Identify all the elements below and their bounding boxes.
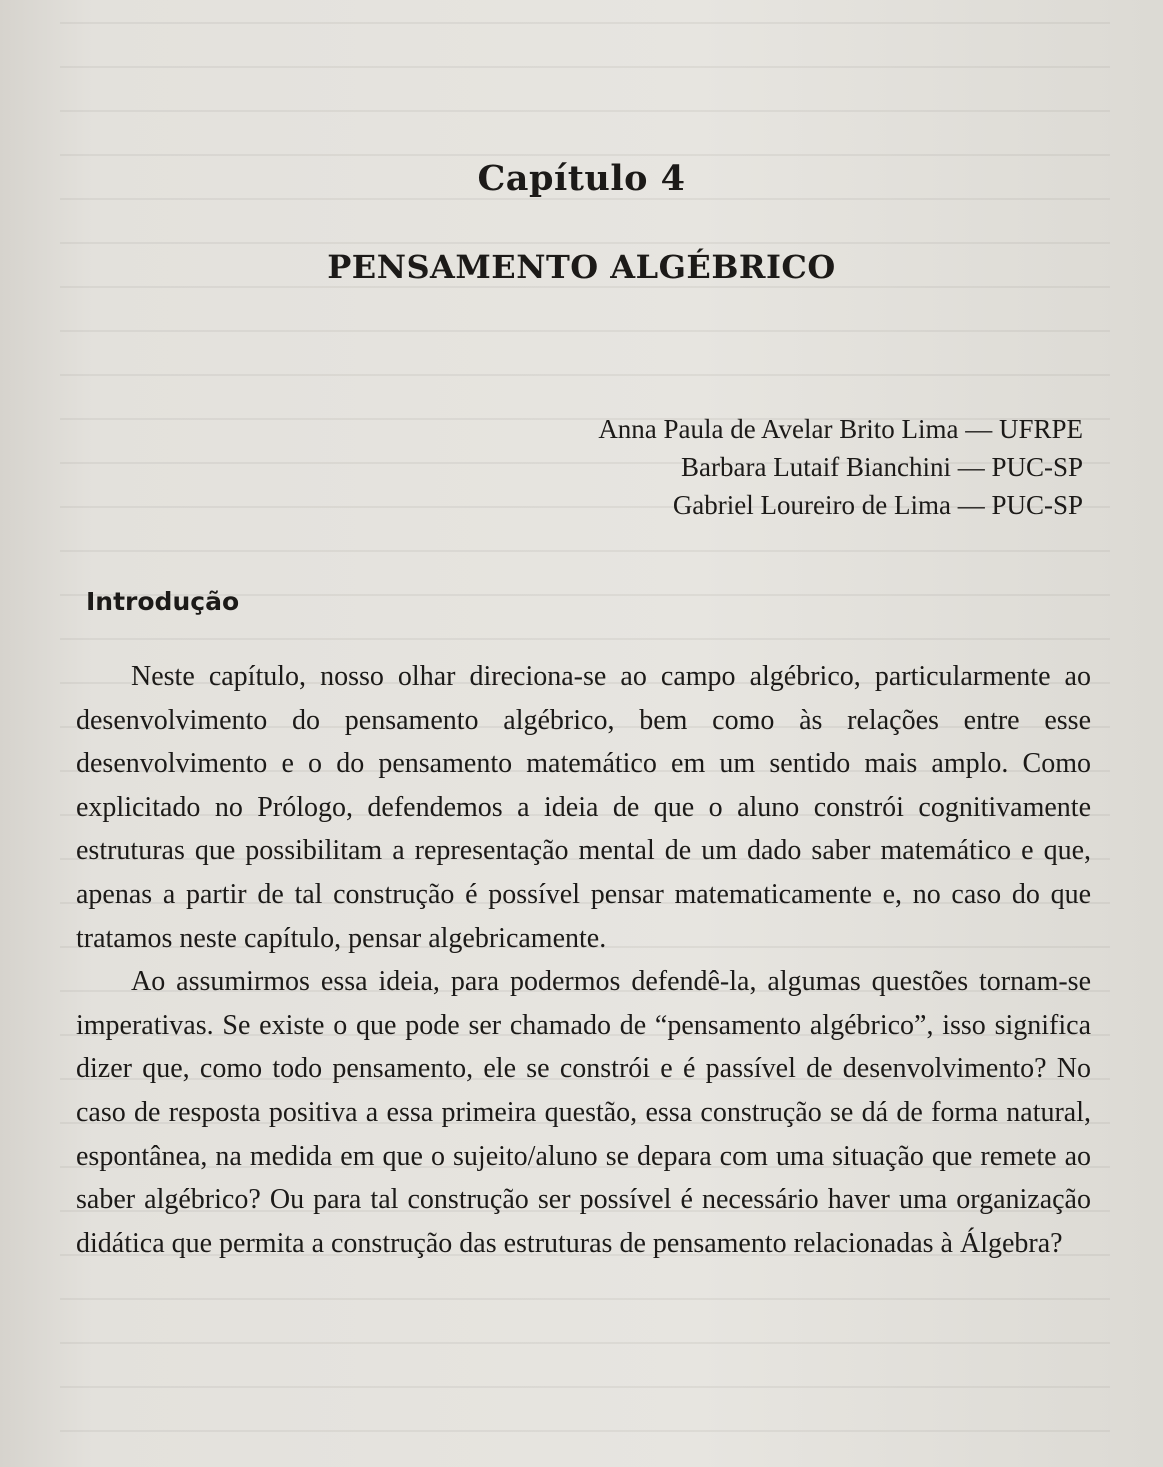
author-line: Gabriel Loureiro de Lima — PUC-SP bbox=[672, 490, 1083, 520]
paragraph: Neste capítulo, nosso olhar direciona-se ao campo algébrico, particularmente ao desenvolvimento do pensamento algébrico, bem como às relações entre esse desenvolvimento e o do pensamento matemático em um sentido mais amplo. Como explicitado no Prólogo, defendemos a ideia de que o aluno constrói cognitivamente estruturas que possibilitam a representação mental de um dado saber matemático e que, apenas a partir de tal construção é possível pensar matematicamente e, no caso do que tratamos neste capítulo, pensar algebricamente. bbox=[76, 661, 1091, 954]
author-line: Barbara Lutaif Bianchini — PUC-SP bbox=[681, 452, 1083, 482]
chapter-title: PENSAMENTO ALGÉBRICO bbox=[327, 248, 836, 286]
author-list bbox=[383, 410, 1083, 524]
section-title: Introdução bbox=[86, 587, 240, 616]
chapter-number: Capítulo 4 bbox=[477, 158, 686, 199]
body-text bbox=[76, 655, 1091, 1265]
author-line: Anna Paula de Avelar Brito Lima — UFRPE bbox=[598, 414, 1083, 444]
paragraph: Ao assumirmos essa ideia, para podermos defendê-la, algumas questões tornam-se imperativas. Se existe o que pode ser chamado de “pensamento algébrico”, isso significa dizer que, como todo pensamento, ele se constrói e é passível de desenvolvimento? No caso de resposta positiva a essa primeira questão, essa construção se dá de forma natural, espontânea, na medida em que o sujeito/aluno se depara com uma situação que remete ao saber algébrico? Ou para tal construção ser possível é necessário haver uma organização didática que permita a construção das estruturas de pensamento relacionadas à Álgebra? bbox=[76, 966, 1091, 1259]
